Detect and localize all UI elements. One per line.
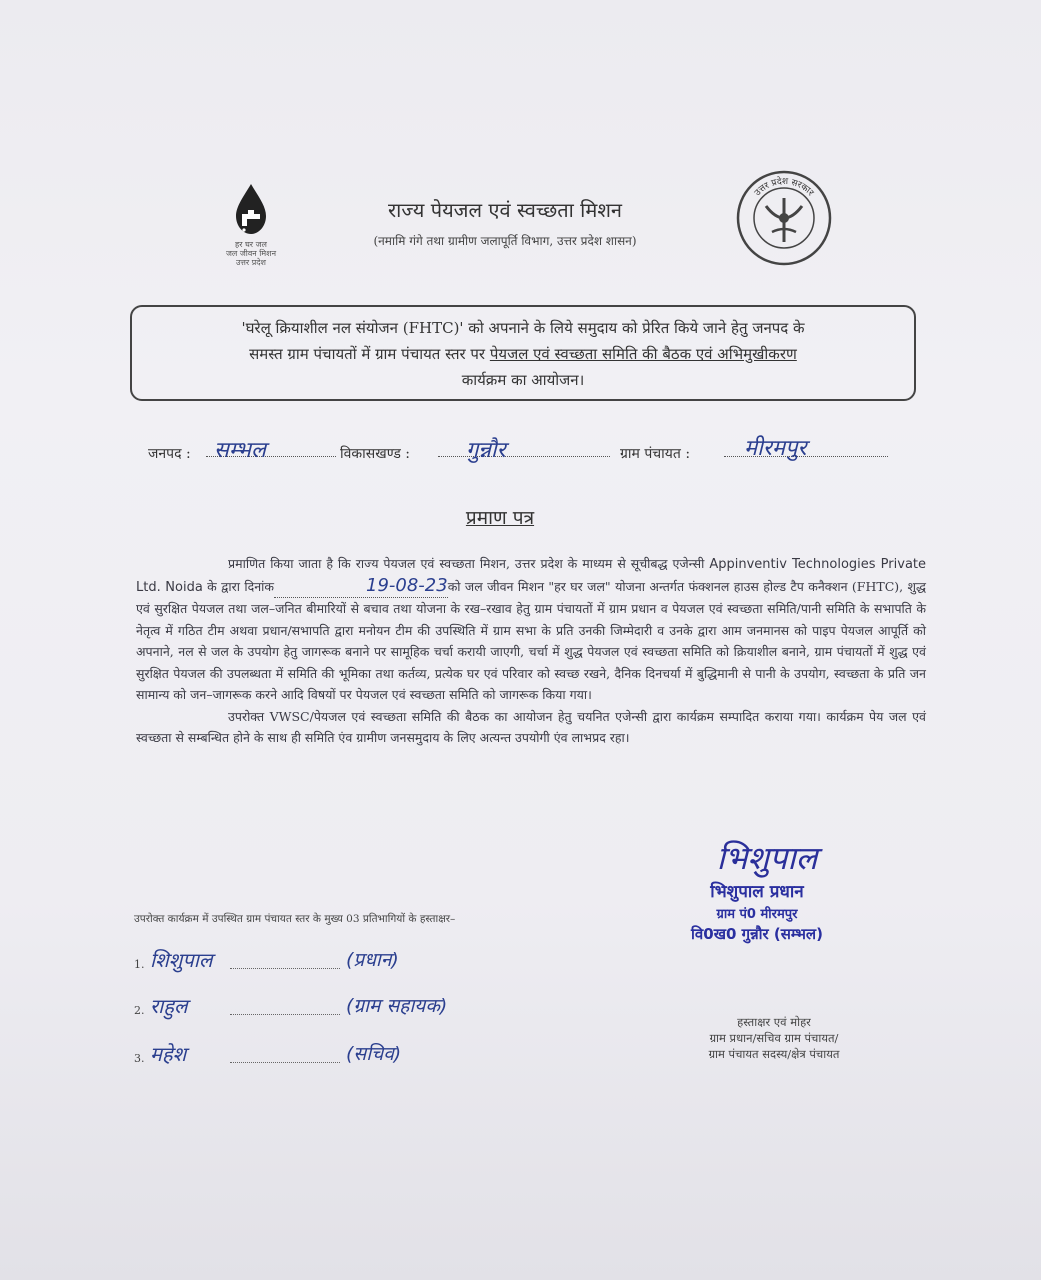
- stamp-line3: वि0ख0 गुन्नौर (सम्भल): [691, 925, 823, 943]
- program-notice-box: [130, 305, 916, 401]
- certificate-title: प्रमाण पत्र: [465, 507, 535, 529]
- certificate-paragraph-2: उपरोक्त VWSC/पेयजल एवं स्वच्छता समिति की बैठक का आयोजन हेतु चयनित एजेन्सी द्वारा कार्यक्रम सम्पादित कराया गया। कार्यक्रम पेय जल एवं स्वच्छता से सम्बन्धित होने के साथ ही समिति एंव ग्रामीण जनसमुदाय के लिए अत्यन्त उपयोगी एंव लाभप्रद रहा।: [136, 708, 926, 745]
- block-dots: [438, 456, 610, 457]
- participant-row: [134, 946, 494, 980]
- stamp-line2: ग्राम पं0 मीरमपुर: [716, 907, 798, 922]
- notice-line2-plain: समस्त ग्राम पंचायतों में ग्राम पंचायत स्तर पर: [249, 345, 490, 363]
- logo-text-line3: उत्तर प्रदेश: [236, 258, 266, 267]
- sign-block-line2: ग्राम प्रधान/सचिव ग्राम पंचायत/: [709, 1031, 839, 1045]
- panchayat-label: ग्राम पंचायत :: [620, 446, 691, 462]
- program-date: 19-08-23: [366, 574, 448, 596]
- certificate-paragraph-1: [136, 553, 926, 706]
- participant-name: शिशुपाल: [150, 948, 213, 972]
- uttar-pradesh-seal-icon: [732, 168, 836, 266]
- participant-number: 3.: [134, 1052, 145, 1065]
- participant-role: (सचिव): [346, 1043, 402, 1065]
- participant-number: 1.: [134, 958, 145, 971]
- notice-line3: कार्यक्रम का आयोजन।: [461, 371, 585, 389]
- participant-dots: [230, 1062, 340, 1063]
- p1-part-b: के द्वारा दिनांक: [202, 578, 274, 594]
- pradhan-stamp: [642, 836, 872, 944]
- water-drop-tap-icon: [214, 180, 288, 240]
- notice-line1: 'घरेलू क्रियाशील नल संयोजन (FHTC)' को अपनाने के लिये समुदाय को प्रेरित किये जाने हेतु जनपद के: [241, 319, 805, 337]
- program-date-field: [274, 576, 448, 599]
- mission-title: राज्य पेयजल एवं स्वच्छता मिशन: [387, 198, 623, 222]
- p1-part-c: को जल जीवन मिशन "हर घर जल" योजना अन्तर्गत फंक्शनल हाउस होल्ड टैप कनैक्शन (FHTC), शुद्ध एवं सुरक्षित पेयजल तथा जल–जनित बीमारियों से बचाव तथा योजना के रख–रखाव हेतु ग्राम पंचायतों में ग्राम प्रधान व पेयजल एवं स्वच्छता समिति/पानी समिति के सभापति के नेतृत्व में गठित टीम अथवा प्रधान/सभापति द्वारा मनोयन टीम की उपस्थिति में ग्राम सभा के प्रति उनकी जिम्मेदारी व उनके द्वारा आम जनमानस को पाइप पेयजल आपूर्ति को अपनाने, नल से जल के उपयोग हेतु जागरूक बनाने पर सामूहिक चर्चा करायी जाएगी, चर्चा में शुद्ध पेयजल एवं स्वच्छता समिति को क्रियाशील बनाने, ग्राम पंचायतों में शुद्ध एवं सुरक्षित पेयजल की उपलब्धता में समिति की भूमिका तथा कर्तव्य, प्रत्येक घर एवं परिवार को स्वच्छ रखने, दैनिक दिनचर्या में बुद्धिमानी से पानी के उपयोग, स्वच्छता के प्रति जन सामान्य को जन–जागरूक करने आदि विषयों पर पेयजल एवं स्वच्छता समिति को जागरूक किया गया।: [136, 578, 926, 702]
- participant-dots: [230, 1014, 340, 1015]
- certificate-body: [136, 553, 926, 749]
- mission-subtitle: (नमामि गंगे तथा ग्रामीण जलापूर्ति विभाग, उत्तर प्रदेश शासन): [373, 234, 637, 248]
- notice-line2-underlined: पेयजल एवं स्वच्छता समिति की बैठक एवं अभिमुखीकरण: [489, 345, 797, 363]
- participants-note: उपरोक्त कार्यक्रम में उपस्थित ग्राम पंचायत स्तर के मुख्य 03 प्रतिभागियों के हस्ताक्षर–: [134, 913, 456, 925]
- sign-block-line3: ग्राम पंचायत सदस्य/क्षेत्र पंचायत: [708, 1047, 840, 1061]
- location-fields: [148, 436, 908, 466]
- seal-text: उत्तर प्रदेश सरकार: [752, 176, 816, 199]
- notice-line2: [146, 341, 900, 367]
- district-value: सम्भल: [214, 438, 266, 463]
- agency-name: Appinventiv Technologies Private Ltd. Noida: [136, 557, 927, 595]
- participant-role: (ग्राम सहायक): [346, 995, 448, 1017]
- participant-name: राहुल: [150, 994, 188, 1018]
- p1-part-a: प्रमाणित किया जाता है कि राज्य पेयजल एवं स्वच्छता मिशन, उत्तर प्रदेश के माध्यम से सूचीबद्ध एजेन्सी: [228, 556, 710, 571]
- har-ghar-jal-logo: [214, 180, 288, 266]
- participant-role: (प्रधान): [346, 949, 399, 971]
- district-label: जनपद :: [148, 446, 191, 462]
- block-value: गुन्नौर: [466, 438, 506, 463]
- participant-dots: [230, 968, 340, 969]
- participant-row: [134, 992, 494, 1026]
- sign-block-line1: हस्ताक्षर एवं मोहर: [737, 1015, 811, 1029]
- logo-text-line1: हर घर जल: [235, 240, 267, 249]
- participant-number: 2.: [134, 1004, 145, 1017]
- block-label: विकासखण्ड :: [340, 446, 411, 462]
- participant-name: महेश: [150, 1042, 187, 1066]
- participant-row: [134, 1040, 494, 1074]
- signature-instructions: [660, 1014, 888, 1062]
- stamp-line1: भिशुपाल प्रधान: [710, 882, 804, 902]
- panchayat-value: मीरमपुर: [744, 436, 807, 461]
- pradhan-signature: भिशुपाल: [716, 839, 818, 877]
- logo-text-line2: जल जीवन मिशन: [225, 249, 277, 258]
